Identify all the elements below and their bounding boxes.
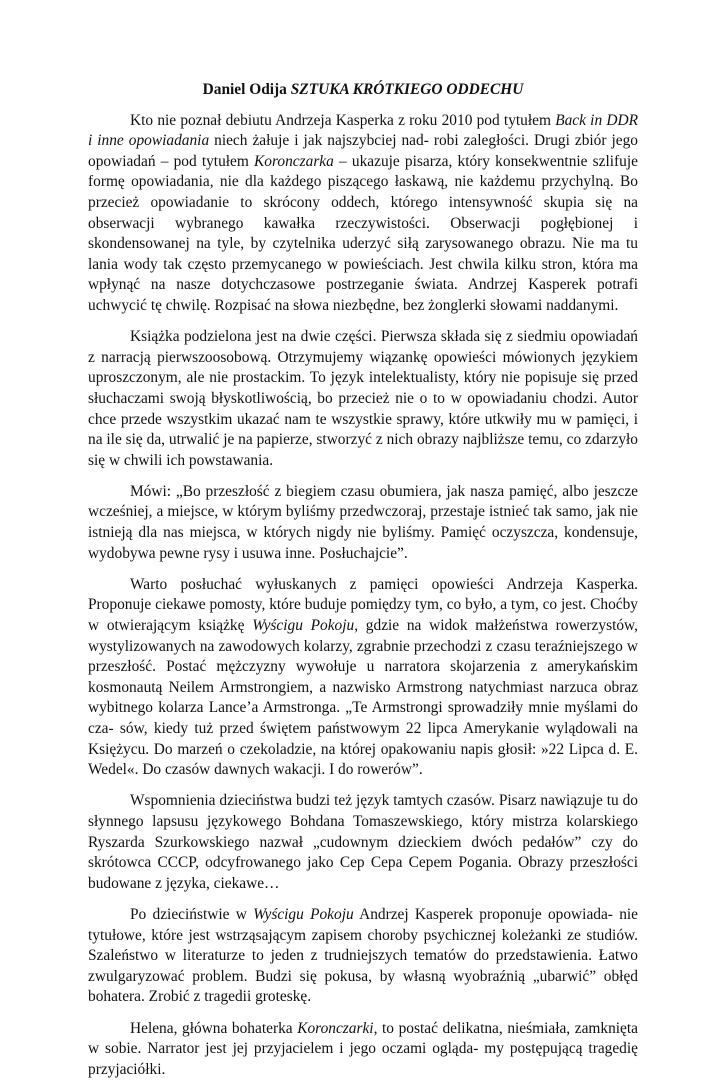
paragraph-text: , to postać delikatna, nieśmiała, zamknięta w sobie. Narrator jest jej przyjacielem i jego oczami ogląda- my postępującą tragedię przyjaciółki. <box>88 1019 638 1078</box>
paragraph-text: Andrzej Kasperek proponuje opowiada- nie tytułowe, które jest wstrząsającym zapisem choroby psychicznej koleżanki ze studiów. Szaleństwo w literaturze to jeden z trudniejszych tematów do przedstawienia. Łatwo zwulgaryzować problem. Budzi się pokusa, by własną wyobraźnią „ubarwić” obłęd bohatera. Zrobić z tragedii groteskę. <box>88 905 638 1006</box>
paragraph-text: , gdzie na widok małżeństwa rowerzystów, wystylizowanych na zawodowych kolarzy, zgrabnie przechodzi z czasu teraźniejszego w przeszłość. Postać mężczyzny wywołuje u narratora skojarzenia z amerykańskim kosmonautą Neilem Armstrongiem, a nazwisko Armstrong natychmiast narzuca obraz wybitnego kolarza Lance’a Armstronga. „Te Armstrongi sprowadziły mnie myślami do cza- sów, kiedy tuż przed świętem państwowym 22 lipca Amerykanie wylądowali na Księżycu. Do marzeń o czekoladzie, na której opakowaniu napis głosił: »22 Lipca d. E. Wedel«. Do czasów dawnych wakacji. I do rowerów”. <box>88 617 639 779</box>
paragraph-4 <box>88 575 638 781</box>
paragraph-italic: Wyścigu Pokoju <box>253 905 354 923</box>
paragraph-text: Po dzieciństwie w <box>130 905 254 923</box>
paragraph-1 <box>88 111 638 317</box>
paragraph-italic: Koronczarka <box>254 152 334 170</box>
document-page <box>88 80 638 1091</box>
paragraph-text: Helena, główna bohaterka <box>130 1019 298 1037</box>
paragraph-text: – ukazuje pisarza, który konsekwentnie szlifuje formę opowiadania, nie dla każdego piszącego łaskawą, nie każdemu przychylną. Bo przecież opowiadanie to skrócony oddech, którego intensywność skupia się na obserwacji wybranego kawałka rzeczywistości. Obserwacji pogłębionej i skondensowanej na tyle, by czytelnika uderzyć siłą zarysowanego obrazu. Nie ma tu lania wody tak często przemycanego w powieściach. Jest chwila kilku stron, która ma wpłynąć na nasze dotychczasowe postrzeganie świata. Andrzej Kasperek potrafi uchwycić tę chwilę. Rozpisać na słowa niezbędne, bez żonglerki słowami naddanymi. <box>88 152 638 314</box>
paragraph-italic: Koronczarki <box>297 1019 374 1037</box>
paragraph-text: Kto nie poznał debiutu Andrzeja Kasperka z roku 2010 pod tytułem <box>130 111 556 129</box>
page-title <box>88 80 638 101</box>
paragraph-text: Warto posłuchać wyłuskanych z pamięci opowieści Andrzeja Kasperka. Proponuje ciekawe pomosty, które buduje pomiędzy tym, co było, a tym, co jest. Choćby w otwierającym książkę <box>88 575 638 635</box>
paragraph-6 <box>88 905 638 1008</box>
paragraph-italic: Wyścigu Pokoju <box>252 617 355 635</box>
paragraph-text: niech żałuje i jak najszybciej nad- robi zaległości. Drugi zbiór jego opowiadań – pod tytułem <box>88 132 638 170</box>
paragraph-italic: Back in DDR i inne opowiadania <box>88 111 639 150</box>
paragraph-5: Wspomnienia dzieciństwa budzi też język tamtych czasów. Pisarz nawiązuje tu do słynnego lapsusu językowego Bohdana Tomaszewskiego, który mistrza kolarskiego Ryszarda Szurkowskiego nazwał „cudownym dzieckiem dwóch pedałów” czy do skrótowca CCCP, odcyfrowanego jako Cep Cepa Cepem Pogania. Obrazy przeszłości budowane z języka, ciekawe… <box>88 792 638 892</box>
title-work: SZTUKA KRÓTKIEGO ODDECHU <box>290 81 524 98</box>
title-author: Daniel Odija <box>202 81 287 98</box>
paragraph-3: Mówi: „Bo przeszłość z biegiem czasu obumiera, jak nasza pamięć, albo jeszcze wcześniej, a miejsce, w którym byliśmy przedwczoraj, przestaje istnieć tak samo, jak nie istnieją dla nas miejsca, w których nigdy nie byliśmy. Pamięć oczyszcza, kondensuje, wydobywa pewne rysy i usuwa inne. Posłuchajcie”. <box>88 482 638 562</box>
paragraph-7 <box>88 1019 638 1081</box>
paragraph-2: Książka podzielona jest na dwie części. Pierwsza składa się z siedmiu opowiadań z narracją pierwszoosobową. Otrzymujemy wiązankę opowieści mówionych językiem uproszczonym, ale nie prostackim. To język intelektualisty, który nie popisuje się przed słuchaczami swoją błyskotliwością, bo przecież nie o to w opowiadaniu chodzi. Autor chce przede wszystkim ukazać nam te wszystkie sprawy, które utkwiły mu w pamięci, i na ile się da, utrwalić je na papierze, stworzyć z nich obrazy najbliższe temu, co zdarzyło się w chwili ich powstawania. <box>88 328 638 469</box>
